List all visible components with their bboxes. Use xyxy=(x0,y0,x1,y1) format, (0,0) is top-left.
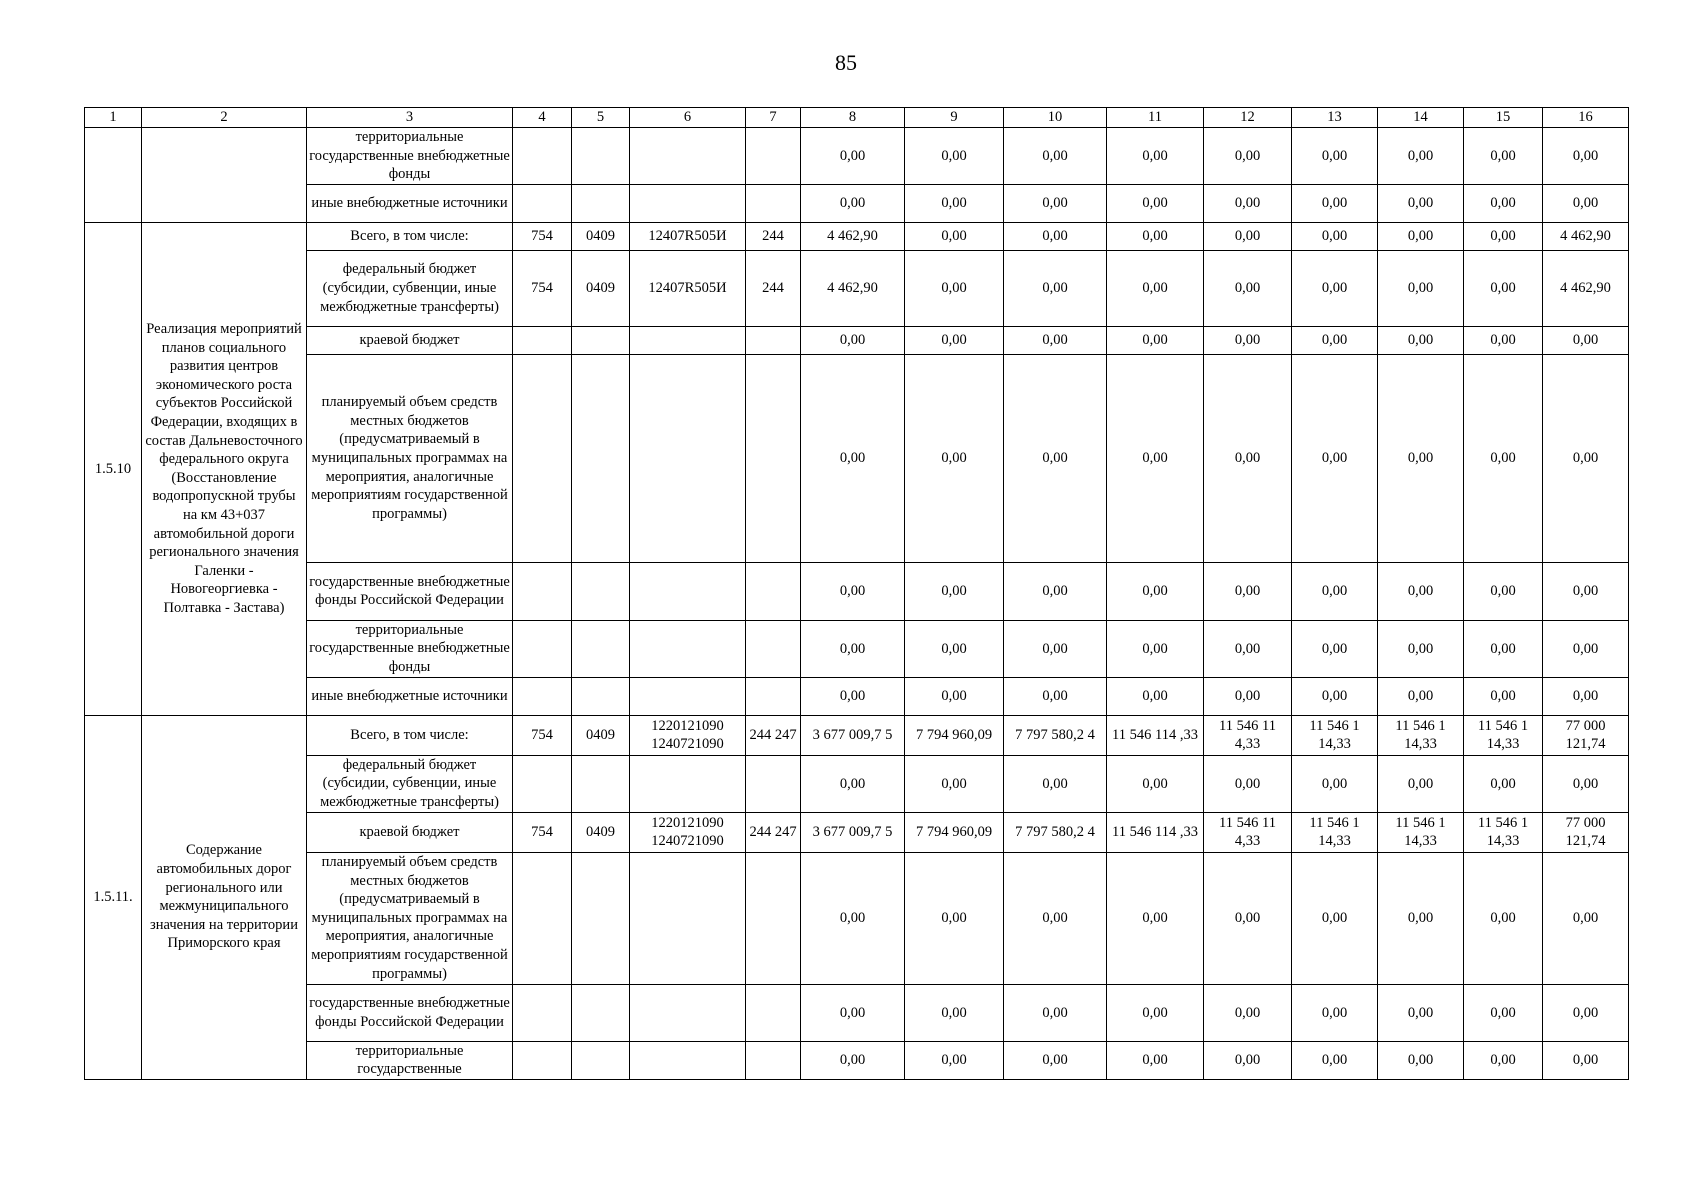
column-header: 14 xyxy=(1378,108,1464,128)
table-row xyxy=(85,222,1629,250)
table-row xyxy=(85,715,1629,755)
cell xyxy=(513,1041,572,1079)
amount-cell: 0,00 xyxy=(1464,677,1543,715)
item-name-cell: Содержание автомобильных дорог регионального или межмуниципального значения на территории Приморского края xyxy=(142,715,307,1079)
code-cell: 754 xyxy=(513,250,572,326)
amount-cell: 0,00 xyxy=(1292,128,1378,185)
cell xyxy=(572,128,630,185)
amount-cell: 0,00 xyxy=(1107,984,1204,1041)
item-name-cell: Реализация мероприятий планов социального развития центров экономического роста субъектов Российской Федерации, входящих в состав Дальневосточного федерального округа (Восстановление водопропускной трубы на км 43+037 автомобильной дороги регионального значения Галенки - Новогеоргиевка - Полтавка - Застава) xyxy=(142,222,307,715)
amount-cell: 0,00 xyxy=(1378,562,1464,620)
amount-cell: 0,00 xyxy=(1004,852,1107,984)
amount-cell: 0,00 xyxy=(1204,222,1292,250)
item-number-cell: 1.5.11. xyxy=(85,715,142,1079)
amount-cell: 7 797 580,2 4 xyxy=(1004,715,1107,755)
amount-cell: 11 546 1 14,33 xyxy=(1464,715,1543,755)
amount-cell: 0,00 xyxy=(1464,128,1543,185)
amount-cell: 0,00 xyxy=(1292,562,1378,620)
amount-cell: 0,00 xyxy=(1107,1041,1204,1079)
amount-cell: 0,00 xyxy=(1004,562,1107,620)
amount-cell: 0,00 xyxy=(1004,326,1107,354)
amount-cell: 0,00 xyxy=(1378,984,1464,1041)
amount-cell: 0,00 xyxy=(1464,852,1543,984)
cell xyxy=(572,984,630,1041)
amount-cell: 0,00 xyxy=(1004,620,1107,677)
code-cell: 244 247 xyxy=(746,812,801,852)
amount-cell: 0,00 xyxy=(1292,620,1378,677)
column-header: 15 xyxy=(1464,108,1543,128)
cell xyxy=(572,677,630,715)
cell xyxy=(513,620,572,677)
amount-cell: 0,00 xyxy=(1004,755,1107,812)
amount-cell: 0,00 xyxy=(1292,1041,1378,1079)
amount-cell: 0,00 xyxy=(1204,677,1292,715)
table-row xyxy=(85,250,1629,326)
cell xyxy=(630,184,746,222)
table-row xyxy=(85,984,1629,1041)
cell xyxy=(572,184,630,222)
column-header: 11 xyxy=(1107,108,1204,128)
cell xyxy=(513,326,572,354)
amount-cell: 0,00 xyxy=(1292,984,1378,1041)
amount-cell: 0,00 xyxy=(1464,222,1543,250)
cell xyxy=(572,620,630,677)
cell xyxy=(630,354,746,562)
amount-cell: 11 546 114 ,33 xyxy=(1107,715,1204,755)
table-row xyxy=(85,677,1629,715)
amount-cell: 7 794 960,09 xyxy=(905,715,1004,755)
item-number-cell xyxy=(85,128,142,223)
code-cell: 1220121090 1240721090 xyxy=(630,715,746,755)
amount-cell: 0,00 xyxy=(801,1041,905,1079)
amount-cell: 0,00 xyxy=(801,620,905,677)
funding-source: государственные внебюджетные фонды Российской Федерации xyxy=(307,984,513,1041)
amount-cell: 4 462,90 xyxy=(1543,222,1629,250)
amount-cell: 0,00 xyxy=(1204,128,1292,185)
cell xyxy=(513,677,572,715)
amount-cell: 0,00 xyxy=(1292,755,1378,812)
amount-cell: 0,00 xyxy=(1378,755,1464,812)
amount-cell: 0,00 xyxy=(1107,184,1204,222)
column-header: 9 xyxy=(905,108,1004,128)
amount-cell: 0,00 xyxy=(1204,250,1292,326)
amount-cell: 0,00 xyxy=(801,354,905,562)
budget-table xyxy=(84,107,1629,1080)
funding-source: иные внебюджетные источники xyxy=(307,184,513,222)
cell xyxy=(746,184,801,222)
cell xyxy=(513,562,572,620)
cell xyxy=(746,354,801,562)
table-row xyxy=(85,562,1629,620)
amount-cell: 0,00 xyxy=(801,326,905,354)
amount-cell: 3 677 009,7 5 xyxy=(801,715,905,755)
cell xyxy=(630,852,746,984)
amount-cell: 0,00 xyxy=(1107,852,1204,984)
amount-cell: 0,00 xyxy=(1378,184,1464,222)
amount-cell: 0,00 xyxy=(905,250,1004,326)
cell xyxy=(746,984,801,1041)
cell xyxy=(746,562,801,620)
funding-source: краевой бюджет xyxy=(307,812,513,852)
amount-cell: 0,00 xyxy=(905,184,1004,222)
cell xyxy=(746,755,801,812)
amount-cell: 11 546 114 ,33 xyxy=(1107,812,1204,852)
amount-cell: 0,00 xyxy=(1543,1041,1629,1079)
code-cell: 754 xyxy=(513,812,572,852)
amount-cell: 4 462,90 xyxy=(801,250,905,326)
funding-source: территориальные государственные внебюджетные фонды xyxy=(307,128,513,185)
funding-source: Всего, в том числе: xyxy=(307,222,513,250)
amount-cell: 0,00 xyxy=(1292,326,1378,354)
amount-cell: 4 462,90 xyxy=(1543,250,1629,326)
cell xyxy=(630,755,746,812)
table-row xyxy=(85,354,1629,562)
amount-cell: 0,00 xyxy=(1204,852,1292,984)
amount-cell: 0,00 xyxy=(1378,326,1464,354)
code-cell: 0409 xyxy=(572,812,630,852)
amount-cell: 0,00 xyxy=(1378,852,1464,984)
column-header: 12 xyxy=(1204,108,1292,128)
amount-cell: 0,00 xyxy=(1204,755,1292,812)
cell xyxy=(746,1041,801,1079)
cell xyxy=(513,128,572,185)
funding-source: государственные внебюджетные фонды Российской Федерации xyxy=(307,562,513,620)
amount-cell: 0,00 xyxy=(1543,677,1629,715)
code-cell: 1220121090 1240721090 xyxy=(630,812,746,852)
amount-cell: 0,00 xyxy=(1107,222,1204,250)
item-name-cell xyxy=(142,128,307,223)
table-row xyxy=(85,184,1629,222)
amount-cell: 0,00 xyxy=(1107,128,1204,185)
table-row xyxy=(85,1041,1629,1079)
cell xyxy=(746,128,801,185)
funding-source: планируемый объем средств местных бюджетов (предусматриваемый в муниципальных программах на мероприятия, аналогичные мероприятиям государственной программы) xyxy=(307,852,513,984)
column-header: 10 xyxy=(1004,108,1107,128)
amount-cell: 0,00 xyxy=(801,562,905,620)
cell xyxy=(746,852,801,984)
column-header: 16 xyxy=(1543,108,1629,128)
cell xyxy=(630,984,746,1041)
amount-cell: 11 546 11 4,33 xyxy=(1204,715,1292,755)
cell xyxy=(630,677,746,715)
amount-cell: 0,00 xyxy=(1204,354,1292,562)
amount-cell: 0,00 xyxy=(905,128,1004,185)
amount-cell: 0,00 xyxy=(1107,250,1204,326)
funding-source: Всего, в том числе: xyxy=(307,715,513,755)
amount-cell: 0,00 xyxy=(801,984,905,1041)
amount-cell: 0,00 xyxy=(1378,1041,1464,1079)
amount-cell: 0,00 xyxy=(1378,677,1464,715)
amount-cell: 11 546 1 14,33 xyxy=(1378,812,1464,852)
amount-cell: 0,00 xyxy=(1292,250,1378,326)
column-header: 3 xyxy=(307,108,513,128)
amount-cell: 0,00 xyxy=(905,755,1004,812)
item-number-cell: 1.5.10 xyxy=(85,222,142,715)
column-header: 13 xyxy=(1292,108,1378,128)
amount-cell: 0,00 xyxy=(1004,128,1107,185)
cell xyxy=(746,677,801,715)
code-cell: 244 xyxy=(746,222,801,250)
amount-cell: 0,00 xyxy=(1292,184,1378,222)
cell xyxy=(513,755,572,812)
amount-cell: 11 546 1 14,33 xyxy=(1378,715,1464,755)
amount-cell: 0,00 xyxy=(1543,755,1629,812)
amount-cell: 0,00 xyxy=(1204,184,1292,222)
amount-cell: 0,00 xyxy=(1464,755,1543,812)
code-cell: 244 247 xyxy=(746,715,801,755)
amount-cell: 0,00 xyxy=(801,677,905,715)
amount-cell: 0,00 xyxy=(1107,562,1204,620)
cell xyxy=(572,326,630,354)
amount-cell: 77 000 121,74 xyxy=(1543,715,1629,755)
table-row xyxy=(85,852,1629,984)
amount-cell: 0,00 xyxy=(1464,984,1543,1041)
table-row xyxy=(85,755,1629,812)
amount-cell: 0,00 xyxy=(1204,1041,1292,1079)
funding-source: федеральный бюджет (субсидии, субвенции, иные межбюджетные трансферты) xyxy=(307,250,513,326)
cell xyxy=(630,1041,746,1079)
code-cell: 244 xyxy=(746,250,801,326)
amount-cell: 0,00 xyxy=(801,755,905,812)
cell xyxy=(746,620,801,677)
cell xyxy=(513,354,572,562)
amount-cell: 0,00 xyxy=(1378,222,1464,250)
code-cell: 754 xyxy=(513,222,572,250)
amount-cell: 0,00 xyxy=(1204,984,1292,1041)
amount-cell: 11 546 11 4,33 xyxy=(1204,812,1292,852)
cell xyxy=(513,984,572,1041)
amount-cell: 0,00 xyxy=(1107,326,1204,354)
column-header: 7 xyxy=(746,108,801,128)
amount-cell: 0,00 xyxy=(1378,250,1464,326)
amount-cell: 0,00 xyxy=(1543,354,1629,562)
amount-cell: 0,00 xyxy=(1543,184,1629,222)
cell xyxy=(746,326,801,354)
amount-cell: 0,00 xyxy=(801,128,905,185)
amount-cell: 0,00 xyxy=(1004,354,1107,562)
column-number-row xyxy=(85,108,1629,128)
funding-source: иные внебюджетные источники xyxy=(307,677,513,715)
amount-cell: 0,00 xyxy=(1543,128,1629,185)
amount-cell: 0,00 xyxy=(905,222,1004,250)
amount-cell: 0,00 xyxy=(1004,677,1107,715)
column-header: 5 xyxy=(572,108,630,128)
amount-cell: 0,00 xyxy=(1107,755,1204,812)
amount-cell: 11 546 1 14,33 xyxy=(1464,812,1543,852)
cell xyxy=(513,852,572,984)
code-cell: 0409 xyxy=(572,222,630,250)
cell xyxy=(630,326,746,354)
funding-source: планируемый объем средств местных бюджетов (предусматриваемый в муниципальных программах на мероприятия, аналогичные мероприятиям государственной программы) xyxy=(307,354,513,562)
column-header: 8 xyxy=(801,108,905,128)
amount-cell: 0,00 xyxy=(1464,562,1543,620)
cell xyxy=(572,755,630,812)
amount-cell: 0,00 xyxy=(1378,128,1464,185)
amount-cell: 0,00 xyxy=(1543,852,1629,984)
amount-cell: 0,00 xyxy=(905,677,1004,715)
amount-cell: 3 677 009,7 5 xyxy=(801,812,905,852)
amount-cell: 0,00 xyxy=(1292,852,1378,984)
amount-cell: 0,00 xyxy=(1004,1041,1107,1079)
cell xyxy=(630,128,746,185)
amount-cell: 0,00 xyxy=(1464,620,1543,677)
amount-cell: 0,00 xyxy=(1464,1041,1543,1079)
amount-cell: 0,00 xyxy=(801,184,905,222)
funding-source: краевой бюджет xyxy=(307,326,513,354)
amount-cell: 0,00 xyxy=(1464,354,1543,562)
amount-cell: 0,00 xyxy=(905,326,1004,354)
page-number: 85 xyxy=(835,50,857,75)
amount-cell: 0,00 xyxy=(1107,354,1204,562)
amount-cell: 0,00 xyxy=(1292,222,1378,250)
cell xyxy=(572,852,630,984)
code-cell: 0409 xyxy=(572,250,630,326)
code-cell: 12407R505И xyxy=(630,222,746,250)
amount-cell: 0,00 xyxy=(1543,984,1629,1041)
cell xyxy=(572,562,630,620)
column-header: 1 xyxy=(85,108,142,128)
amount-cell: 0,00 xyxy=(1004,250,1107,326)
column-header: 4 xyxy=(513,108,572,128)
amount-cell: 0,00 xyxy=(801,852,905,984)
amount-cell: 0,00 xyxy=(1204,620,1292,677)
table-row xyxy=(85,620,1629,677)
amount-cell: 77 000 121,74 xyxy=(1543,812,1629,852)
amount-cell: 0,00 xyxy=(905,620,1004,677)
amount-cell: 0,00 xyxy=(905,354,1004,562)
table-row xyxy=(85,812,1629,852)
amount-cell: 0,00 xyxy=(1107,677,1204,715)
cell xyxy=(572,354,630,562)
amount-cell: 0,00 xyxy=(1292,354,1378,562)
amount-cell: 0,00 xyxy=(905,562,1004,620)
amount-cell: 0,00 xyxy=(1543,620,1629,677)
table-row xyxy=(85,128,1629,185)
amount-cell: 11 546 1 14,33 xyxy=(1292,812,1378,852)
table-row xyxy=(85,326,1629,354)
cell xyxy=(630,620,746,677)
amount-cell: 0,00 xyxy=(905,1041,1004,1079)
cell xyxy=(572,1041,630,1079)
code-cell: 754 xyxy=(513,715,572,755)
amount-cell: 0,00 xyxy=(905,852,1004,984)
column-header: 2 xyxy=(142,108,307,128)
funding-source: территориальные государственные xyxy=(307,1041,513,1079)
amount-cell: 0,00 xyxy=(1004,184,1107,222)
amount-cell: 0,00 xyxy=(1378,354,1464,562)
column-header: 6 xyxy=(630,108,746,128)
amount-cell: 0,00 xyxy=(1464,184,1543,222)
funding-source: территориальные государственные внебюджетные фонды xyxy=(307,620,513,677)
amount-cell: 4 462,90 xyxy=(801,222,905,250)
cell xyxy=(630,562,746,620)
amount-cell: 0,00 xyxy=(905,984,1004,1041)
funding-source: федеральный бюджет (субсидии, субвенции, иные межбюджетные трансферты) xyxy=(307,755,513,812)
amount-cell: 0,00 xyxy=(1004,984,1107,1041)
amount-cell: 0,00 xyxy=(1292,677,1378,715)
amount-cell: 0,00 xyxy=(1464,250,1543,326)
amount-cell: 0,00 xyxy=(1543,562,1629,620)
amount-cell: 0,00 xyxy=(1004,222,1107,250)
amount-cell: 0,00 xyxy=(1107,620,1204,677)
cell xyxy=(513,184,572,222)
code-cell: 0409 xyxy=(572,715,630,755)
amount-cell: 11 546 1 14,33 xyxy=(1292,715,1378,755)
amount-cell: 7 794 960,09 xyxy=(905,812,1004,852)
code-cell: 12407R505И xyxy=(630,250,746,326)
amount-cell: 0,00 xyxy=(1464,326,1543,354)
amount-cell: 0,00 xyxy=(1543,326,1629,354)
amount-cell: 7 797 580,2 4 xyxy=(1004,812,1107,852)
amount-cell: 0,00 xyxy=(1204,562,1292,620)
amount-cell: 0,00 xyxy=(1378,620,1464,677)
amount-cell: 0,00 xyxy=(1204,326,1292,354)
